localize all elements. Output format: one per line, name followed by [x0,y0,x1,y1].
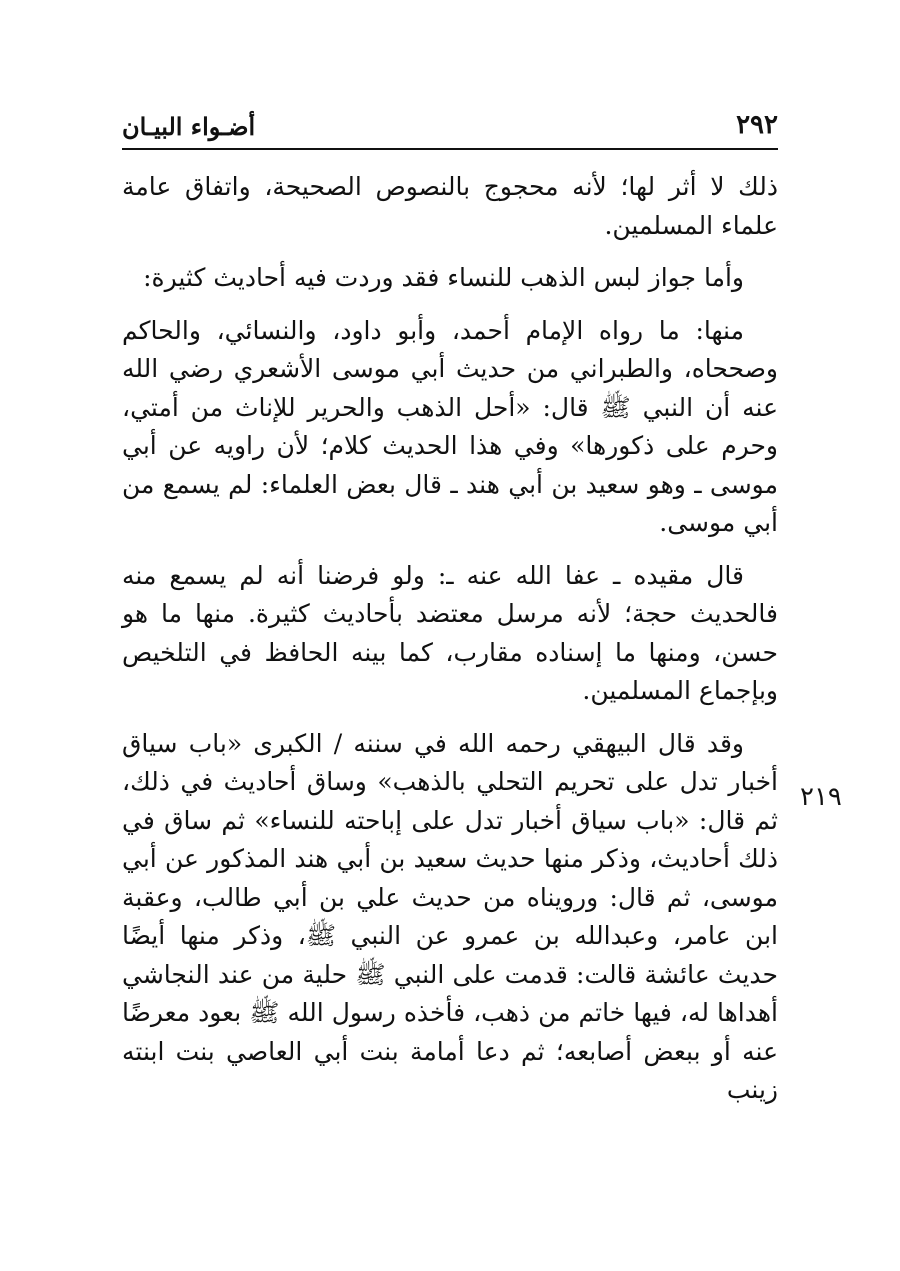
page-header [122,108,778,150]
paragraph-2: وأما جواز لبس الذهب للنساء فقد وردت فيه أحاديث كثيرة: [143,263,744,292]
margin-reference-number: ٢١٩ [800,782,842,812]
book-title: أضـواء البيـان [122,112,256,141]
body-text [122,168,778,1124]
page-number: ٢٩٢ [736,110,778,140]
paragraph-4: قال مقيده ـ عفا الله عنه ـ: ولو فرضنا أنه لم يسمع منه فالحديث حجة؛ لأنه مرسل معتضد بأحاديث كثيرة. منها ما هو حسن، ومنها ما إسناده مقارب، كما بينه الحافظ في التلخيص وبإجماع المسلمين. [122,560,778,705]
paragraph-1: ذلك لا أثر لها؛ لأنه محجوج بالنصوص الصحيحة، واتفاق عامة علماء المسلمين. [122,172,778,240]
paragraph-3: منها: ما رواه الإمام أحمد، وأبو داود، والنسائي، والحاكم وصححاه، والطبراني من حديث أبي موسى الأشعري رضي الله عنه أن النبي ﷺ قال: «أحل الذهب والحرير للإناث من أمتي، وحرم على ذكورها» وفي هذا الحديث كلام؛ لأن راويه عن أبي موسى ـ وهو سعيد بن أبي هند ـ قال بعض العلماء: لم يسمع من أبي موسى. [122,315,778,537]
paragraph-5: وقد قال البيهقي رحمه الله في سننه / الكبرى «باب سياق أخبار تدل على تحريم التحلي بالذهب» وساق أحاديث في ذلك، ثم قال: «باب سياق أخبار تدل على إباحته للنساء» ثم ساق في ذلك أحاديث، وذكر منها حديث سعيد بن أبي هند المذكور عن أبي موسى، ثم قال: ورويناه من حديث علي بن أبي طالب، وعقبة ابن عامر، وعبدالله بن عمرو عن النبي ﷺ، وذكر منها أيضًا حديث عائشة قالت: قدمت على النبي ﷺ حلية من عند النجاشي أهداها له، فيها خاتم من ذهب، فأخذه رسول الله ﷺ بعود معرضًا عنه أو ببعض أصابعه؛ ثم دعا أمامة بنت أبي العاصي بنت ابنته زينب [122,728,778,1104]
